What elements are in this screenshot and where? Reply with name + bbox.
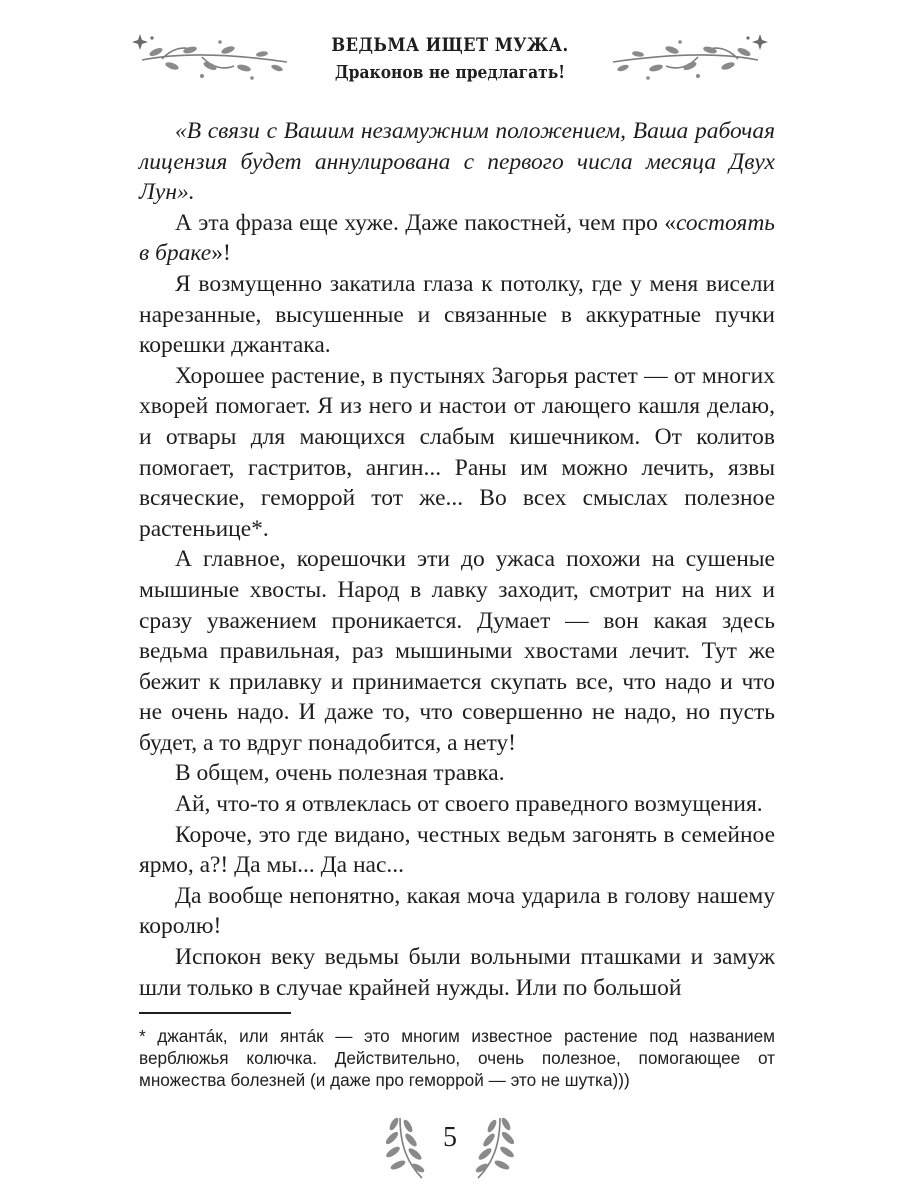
leaf-branch-left-icon xyxy=(132,28,294,90)
paragraph: В общем, очень полезная травка. xyxy=(175,760,505,787)
laurel-right-icon xyxy=(470,1112,522,1182)
paragraph: Испокон веку ведьмы были вольными пташками и замуж шли только в случае крайней нужды. Или по большой xyxy=(139,944,775,1001)
page-number: 5 xyxy=(443,1122,457,1153)
paragraph-text: А эта фраза еще хуже. Даже пакостней, чем про « xyxy=(175,209,676,236)
paragraph: Короче, это где видано, честных ведьм загонять в семейное ярмо, а?! Да мы... Да нас... xyxy=(139,821,775,879)
running-header xyxy=(0,24,900,94)
book-title: ВЕДЬМА ИЩЕТ МУЖА. xyxy=(331,34,569,56)
footnote: * джантáк, или янтáк — это многим известное растение под названием верблюжья колючка. Действительно, очень полезное, помогающее от множества болезней (и даже про геморрой — это не шутка))) xyxy=(139,1026,775,1090)
footnote-divider xyxy=(139,1012,291,1014)
paragraph: Хорошее растение, в пустынях Загорья растет — от многих хворей помогает. Я из него и настои от лающего кашля делаю, и отвары для мающихся слабым кишечником. От колитов помогает, гастритов, ангин... Раны им можно лечить, язвы всяческие, геморрой тот же... Во всех смыслах полезное растеньице*. xyxy=(139,362,775,542)
paragraph: Ай, что-то я отвлеклась от своего праведного возмущения. xyxy=(175,791,763,818)
book-subtitle: Драконов не предлагать! xyxy=(334,62,566,83)
chapter-body xyxy=(139,116,775,1003)
page-footer xyxy=(0,1112,900,1182)
paragraph: Да вообще непонятно, какая моча ударила в голову нашему королю! xyxy=(139,882,775,940)
paragraph-text: »! xyxy=(211,240,231,267)
leaf-branch-right-icon xyxy=(606,28,768,90)
letter-quote: «В связи с Вашим незамужним положением, Ваша рабочая лицензия будет аннулирована с первого числа месяца Двух Лун». xyxy=(139,118,775,206)
paragraph: А главное, корешочки эти до ужаса похожи на сушеные мышиные хвосты. Народ в лавку заходит, смотрит на них и сразу уважением проникается. Думает — вон какая здесь ведьма правильная, раз мышиными хвостами лечит. Тут же бежит к прилавку и принимается скупать все, что надо и что не очень надо. И даже то, что совершенно не надо, но пусть будет, а то вдруг понадобится, а нету! xyxy=(139,546,775,756)
paragraph: Я возмущенно закатила глаза к потолку, где у меня висели нарезанные, высушенные и связанные в аккуратные пучки корешки джантака. xyxy=(139,270,775,359)
paragraph xyxy=(139,116,775,208)
paragraph xyxy=(139,208,775,269)
emphasis-text: состоять в браке xyxy=(139,209,775,267)
